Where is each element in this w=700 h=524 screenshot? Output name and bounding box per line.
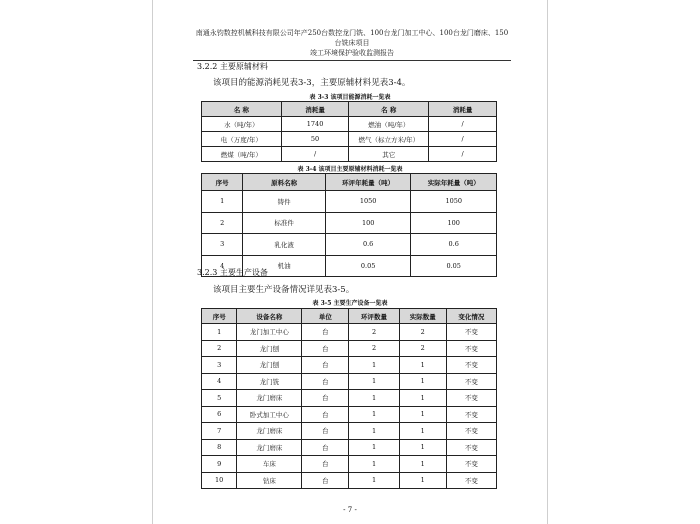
table-cell: 水（吨/年） [202, 117, 282, 132]
table-cell: 不变 [446, 456, 496, 473]
table-cell: 台 [302, 340, 349, 357]
column-header: 实际年耗量（吨） [411, 174, 497, 191]
table-cell: 台 [302, 373, 349, 390]
header-line-1: 南通永钧数控机械科技有限公司年产250台数控龙门铣、100台龙门加工中心、100台龙门磨床、150台铣床项目 [195, 29, 509, 47]
table-cell: 不变 [446, 373, 496, 390]
column-header: 单位 [302, 309, 349, 324]
table-cell: 9 [202, 456, 237, 473]
table-row [202, 234, 497, 256]
table-3-5-caption: 表 3-5 主要生产设备一览表 [312, 300, 388, 307]
table-cell: 不变 [446, 340, 496, 357]
table-cell: 0.05 [411, 255, 497, 277]
table-cell: 不变 [446, 472, 496, 489]
column-header: 名 称 [202, 102, 282, 117]
column-header: 消耗量 [281, 102, 349, 117]
table-row [202, 324, 497, 341]
table-cell: 龙门刨 [237, 357, 302, 374]
table-row [202, 423, 497, 440]
table-cell: 8 [202, 439, 237, 456]
table-row [202, 373, 497, 390]
table-cell: 1 [399, 456, 446, 473]
table-cell: 0.6 [411, 234, 497, 256]
column-header: 设备名称 [237, 309, 302, 324]
table-row [202, 132, 497, 147]
table-cell: 1 [349, 390, 399, 407]
header-line-2: 竣工环境保护验收监测报告 [310, 49, 394, 57]
table-cell: 不变 [446, 324, 496, 341]
table-cell: 1740 [281, 117, 349, 132]
table-cell: / [429, 147, 497, 162]
table-cell: 0.05 [325, 255, 411, 277]
table-cell: 2 [399, 340, 446, 357]
table-cell: 铸件 [243, 191, 326, 213]
table-cell: 100 [411, 212, 497, 234]
table-cell: 卧式加工中心 [237, 406, 302, 423]
table-cell: 10 [202, 472, 237, 489]
table-cell: 1050 [325, 191, 411, 213]
table-cell: 1 [349, 456, 399, 473]
column-header: 环评数量 [349, 309, 399, 324]
table-cell: 台 [302, 357, 349, 374]
table-row [202, 357, 497, 374]
table-cell: 台 [302, 472, 349, 489]
table-cell: 台 [302, 423, 349, 440]
table-row [202, 390, 497, 407]
table-3-4-caption: 表 3-4 该项目主要原辅材料消耗一览表 [297, 166, 403, 173]
table-header-row [202, 102, 497, 117]
table-row [202, 406, 497, 423]
column-header: 名 称 [349, 102, 429, 117]
table-cell: 龙门磨床 [237, 423, 302, 440]
table-row [202, 212, 497, 234]
table-row [202, 340, 497, 357]
table-cell: 2 [202, 212, 243, 234]
table-cell: 1 [399, 390, 446, 407]
table-row [202, 147, 497, 162]
table-cell: 4 [202, 255, 243, 277]
section-heading-3-2-2: 3.2.2 主要原辅材料 [197, 62, 268, 71]
table-cell: / [281, 147, 349, 162]
section-heading-3-2-3: 3.2.3 主要生产设备 [197, 268, 268, 277]
table-cell: 1 [399, 423, 446, 440]
document-page [152, 0, 548, 524]
table-cell: 7 [202, 423, 237, 440]
table-row [202, 117, 497, 132]
table-cell: 1 [399, 472, 446, 489]
column-header: 序号 [202, 309, 237, 324]
table-cell: / [429, 117, 497, 132]
table-row [202, 472, 497, 489]
column-header: 序号 [202, 174, 243, 191]
table-row [202, 456, 497, 473]
table-cell: 台 [302, 406, 349, 423]
table-cell: 5 [202, 390, 237, 407]
table-cell: 龙门铣 [237, 373, 302, 390]
table-cell: 2 [349, 340, 399, 357]
table-cell: 1 [349, 472, 399, 489]
table-cell: 1050 [411, 191, 497, 213]
energy-consumption-table [201, 101, 497, 162]
table-cell: / [429, 132, 497, 147]
table-cell: 4 [202, 373, 237, 390]
table-cell: 台 [302, 439, 349, 456]
table-header-row [202, 309, 497, 324]
table-cell: 50 [281, 132, 349, 147]
table-cell: 100 [325, 212, 411, 234]
table-cell: 龙门磨床 [237, 439, 302, 456]
table-cell: 1 [399, 357, 446, 374]
table-cell: 乳化液 [243, 234, 326, 256]
table-cell: 台 [302, 324, 349, 341]
table-cell: 不变 [446, 406, 496, 423]
column-header: 环评年耗量（吨） [325, 174, 411, 191]
table-cell: 燃气（标立方米/年） [349, 132, 429, 147]
table-cell: 1 [349, 373, 399, 390]
table-cell: 龙门刨 [237, 340, 302, 357]
column-header: 原料名称 [243, 174, 326, 191]
table-cell: 1 [349, 423, 399, 440]
table-cell: 0.6 [325, 234, 411, 256]
table-row [202, 191, 497, 213]
page-number: - 7 - [343, 506, 357, 514]
table-cell: 燃煤（吨/年） [202, 147, 282, 162]
column-header: 消耗量 [429, 102, 497, 117]
table-cell: 3 [202, 234, 243, 256]
table-cell: 1 [399, 439, 446, 456]
table-cell: 不变 [446, 423, 496, 440]
table-cell: 1 [349, 406, 399, 423]
table-cell: 燃油（吨/年） [349, 117, 429, 132]
table-cell: 龙门磨床 [237, 390, 302, 407]
table-cell: 2 [202, 340, 237, 357]
table-cell: 钻床 [237, 472, 302, 489]
table-cell: 不变 [446, 390, 496, 407]
column-header: 实际数量 [399, 309, 446, 324]
table-cell: 车床 [237, 456, 302, 473]
table-cell: 龙门加工中心 [237, 324, 302, 341]
table-cell: 台 [302, 456, 349, 473]
table-cell: 1 [399, 373, 446, 390]
table-cell: 3 [202, 357, 237, 374]
table-cell: 不变 [446, 357, 496, 374]
table-row [202, 439, 497, 456]
table-cell: 其它 [349, 147, 429, 162]
table-cell: 2 [349, 324, 399, 341]
table-cell: 台 [302, 390, 349, 407]
table-cell: 机油 [243, 255, 326, 277]
table-cell: 2 [399, 324, 446, 341]
table-cell: 1 [349, 357, 399, 374]
table-cell: 1 [349, 439, 399, 456]
table-cell: 1 [202, 191, 243, 213]
running-header [193, 28, 511, 61]
paragraph-equipment: 该项目主要生产设备情况详见表3-5。 [213, 285, 355, 295]
paragraph-materials: 该项目的能源消耗见表3-3，主要原辅材料见表3-4。 [213, 78, 411, 88]
production-equipment-table [201, 308, 497, 489]
table-cell: 标准件 [243, 212, 326, 234]
table-cell: 6 [202, 406, 237, 423]
table-cell: 1 [202, 324, 237, 341]
table-header-row [202, 174, 497, 191]
table-3-3-caption: 表 3-3 该项目能源消耗一览表 [309, 94, 391, 101]
column-header: 变化情况 [446, 309, 496, 324]
raw-materials-table [201, 173, 497, 277]
table-cell: 不变 [446, 439, 496, 456]
table-cell: 电（万度/年） [202, 132, 282, 147]
table-cell: 1 [399, 406, 446, 423]
